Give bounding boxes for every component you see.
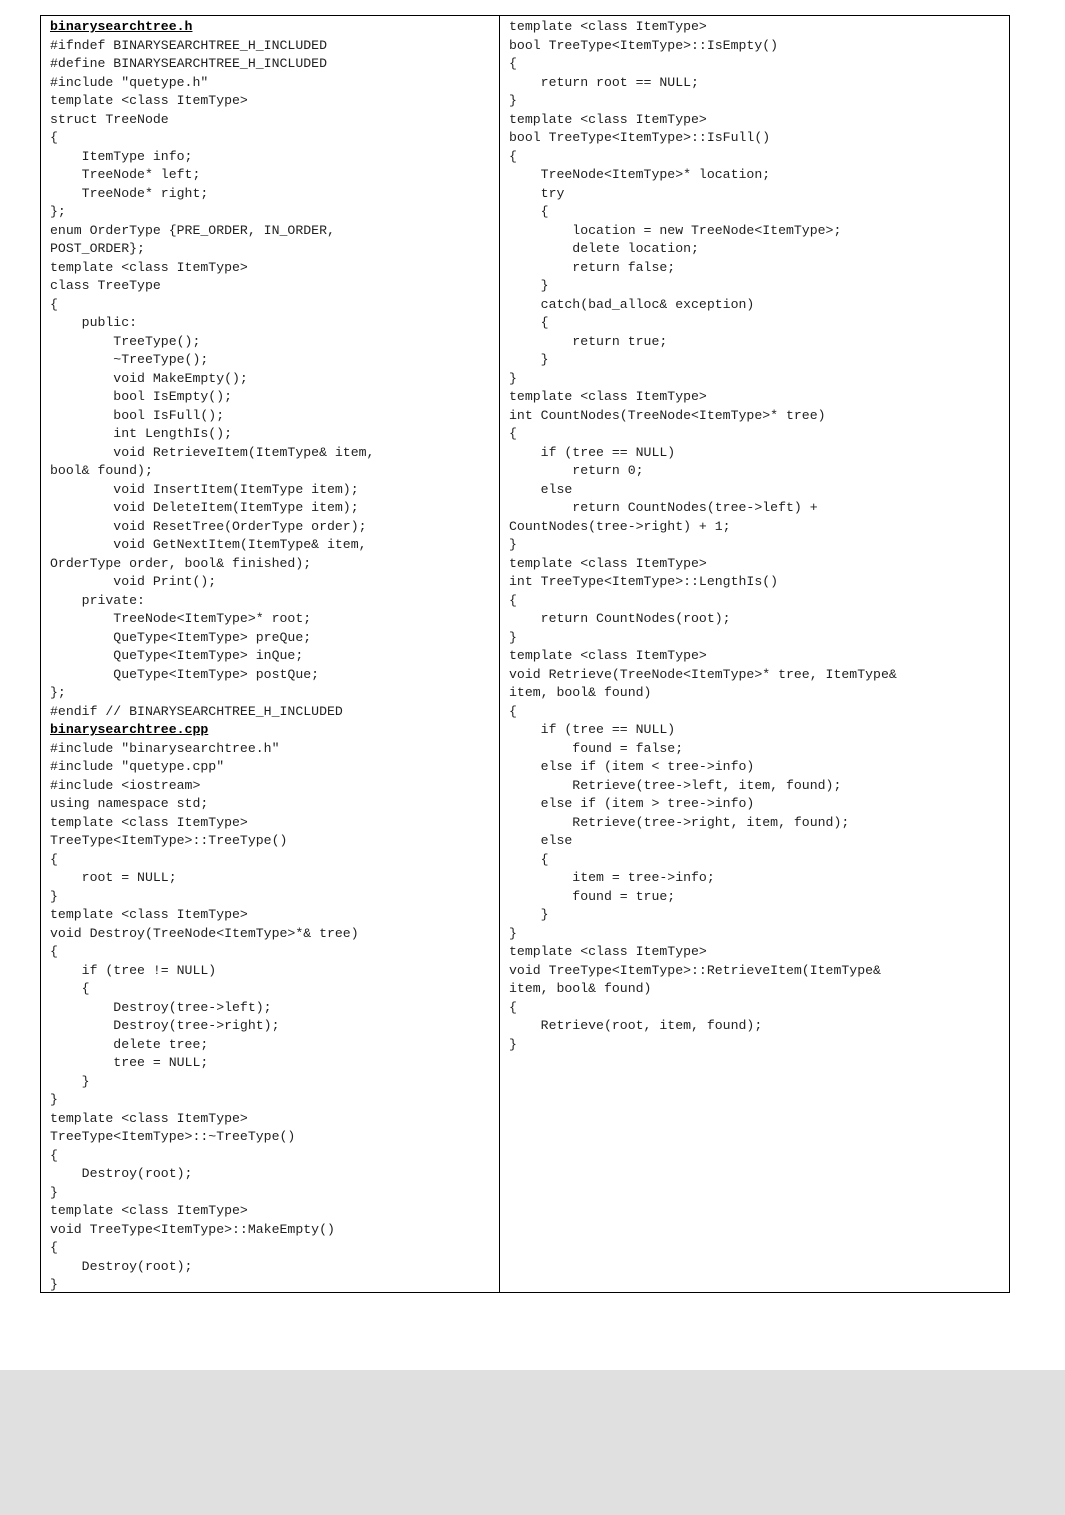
code-line: template <class ItemType> [50, 93, 248, 108]
code-line: TreeNode<ItemType>* location; [509, 167, 771, 182]
code-line: TreeType(); [50, 333, 201, 349]
code-line: try [509, 185, 565, 201]
code-line: #include "quetype.cpp" [50, 759, 225, 774]
code-line: void TreeType<ItemType>::RetrieveItem(ItemType& [509, 962, 881, 978]
code-line: catch(bad_alloc& exception) [509, 296, 755, 312]
code-line: struct TreeNode [50, 111, 169, 127]
code-line: return false; [509, 259, 676, 275]
code-line: { [509, 703, 517, 719]
code-line: return CountNodes(tree->left) + [509, 500, 818, 515]
code-line: } [50, 1184, 58, 1200]
code-line: TreeNode* right; [50, 185, 209, 201]
code-line: #endif // BINARYSEARCHTREE_H_INCLUDED [50, 703, 343, 719]
code-line: TreeType<ItemType>::TreeType() [50, 833, 288, 848]
code-line: if (tree != NULL) [50, 962, 217, 978]
code-line: { [509, 999, 517, 1015]
code-line: #ifndef BINARYSEARCHTREE_H_INCLUDED [50, 37, 327, 53]
right-code-column [500, 16, 1009, 1292]
code-line: found = true; [509, 888, 676, 904]
code-line: void MakeEmpty(); [50, 370, 248, 386]
code-line: { [50, 981, 90, 996]
code-line: return 0; [509, 463, 644, 478]
code-line: public: [50, 315, 138, 330]
code-line: { [50, 130, 58, 145]
code-line: else [509, 833, 573, 848]
code-line: Destroy(root); [50, 1166, 193, 1181]
code-line: { [50, 851, 58, 867]
code-line: template <class ItemType> [509, 111, 707, 127]
code-line: found = false; [509, 740, 684, 756]
code-line: } [509, 629, 517, 645]
file-name-heading: binarysearchtree.cpp [50, 722, 209, 737]
code-line: int TreeType<ItemType>::LengthIs() [509, 574, 779, 589]
code-line: Destroy(tree->left); [50, 999, 272, 1015]
code-line: { [50, 296, 58, 312]
bottom-gray-band [0, 1370, 1065, 1515]
code-line: template <class ItemType> [509, 555, 707, 571]
code-line: if (tree == NULL) [509, 444, 676, 460]
code-line: } [509, 1036, 517, 1052]
code-line: else if (item < tree->info) [509, 759, 755, 774]
code-line: template <class ItemType> [50, 814, 248, 830]
code-line: { [509, 592, 517, 608]
left-code-column [41, 16, 500, 1292]
code-line: TreeType<ItemType>::~TreeType() [50, 1129, 296, 1144]
code-line: void Destroy(TreeNode<ItemType>*& tree) [50, 925, 359, 941]
code-line: item, bool& found) [509, 685, 652, 700]
code-line: { [509, 851, 549, 867]
code-line: Retrieve(tree->right, item, found); [509, 814, 850, 830]
code-line: { [50, 1240, 58, 1255]
code-line: int LengthIs(); [50, 426, 233, 441]
code-line: return true; [509, 333, 668, 349]
code-line: template <class ItemType> [509, 944, 707, 959]
code-line: template <class ItemType> [509, 648, 707, 663]
code-line: ~TreeType(); [50, 352, 209, 367]
code-line: #define BINARYSEARCHTREE_H_INCLUDED [50, 56, 327, 71]
code-line: CountNodes(tree->right) + 1; [509, 518, 731, 534]
code-line: #include <iostream> [50, 777, 201, 793]
code-table [40, 15, 1010, 1293]
code-line: private: [50, 592, 145, 608]
code-line: bool IsEmpty(); [50, 389, 233, 404]
code-line: void InsertItem(ItemType item); [50, 481, 359, 497]
code-line: Retrieve(root, item, found); [509, 1018, 763, 1033]
code-line: template <class ItemType> [509, 19, 707, 34]
code-line: return root == NULL; [509, 74, 699, 90]
code-line: root = NULL; [50, 870, 177, 885]
code-line: #include "binarysearchtree.h" [50, 740, 280, 756]
code-line: bool TreeType<ItemType>::IsFull() [509, 130, 771, 145]
code-line: tree = NULL; [50, 1055, 209, 1070]
code-line: } [50, 888, 58, 904]
code-line: }; [50, 204, 66, 219]
code-line: } [509, 93, 517, 108]
code-line: } [50, 1073, 90, 1089]
code-line: if (tree == NULL) [509, 722, 676, 737]
code-line: { [509, 426, 517, 441]
code-line: ItemType info; [50, 148, 193, 164]
code-line: int CountNodes(TreeNode<ItemType>* tree) [509, 407, 826, 423]
code-line: } [50, 1277, 58, 1292]
code-line: } [509, 278, 549, 293]
code-line: void Retrieve(TreeNode<ItemType>* tree, ItemType& [509, 666, 897, 682]
code-line: void GetNextItem(ItemType& item, [50, 537, 367, 552]
code-line: QueType<ItemType> preQue; [50, 629, 312, 645]
code-line: else if (item > tree->info) [509, 796, 755, 811]
code-line: TreeNode<ItemType>* root; [50, 611, 312, 626]
code-line: return CountNodes(root); [509, 611, 731, 626]
code-line: } [509, 907, 549, 922]
code-line: POST_ORDER}; [50, 241, 145, 256]
code-line: template <class ItemType> [50, 907, 248, 922]
code-line: template <class ItemType> [50, 259, 248, 275]
code-line: { [509, 204, 549, 219]
code-line: } [509, 537, 517, 552]
code-line: void Print(); [50, 574, 217, 589]
code-line: else [509, 481, 573, 497]
code-line: Destroy(tree->right); [50, 1018, 280, 1033]
code-line: } [509, 370, 517, 386]
code-line: { [509, 56, 517, 71]
code-line: TreeNode* left; [50, 167, 201, 182]
code-line: template <class ItemType> [50, 1203, 248, 1218]
code-line: delete tree; [50, 1036, 209, 1052]
code-line: bool TreeType<ItemType>::IsEmpty() [509, 37, 779, 53]
file-name-heading: binarysearchtree.h [50, 19, 193, 34]
code-line: } [50, 1092, 58, 1107]
code-line: } [509, 925, 517, 941]
code-line: item = tree->info; [509, 870, 715, 885]
code-line: template <class ItemType> [509, 389, 707, 404]
code-line: void ResetTree(OrderType order); [50, 518, 367, 534]
code-line: location = new TreeNode<ItemType>; [509, 222, 842, 238]
code-line: delete location; [509, 241, 699, 256]
code-line: enum OrderType {PRE_ORDER, IN_ORDER, [50, 222, 335, 238]
code-line: bool IsFull(); [50, 407, 225, 423]
code-line: void RetrieveItem(ItemType& item, [50, 444, 375, 460]
code-line: }; [50, 685, 66, 700]
code-line: class TreeType [50, 278, 161, 293]
code-line: { [509, 315, 549, 330]
code-line: item, bool& found) [509, 981, 652, 996]
code-line: Destroy(root); [50, 1258, 193, 1274]
code-line: void TreeType<ItemType>::MakeEmpty() [50, 1221, 335, 1237]
code-line: template <class ItemType> [50, 1110, 248, 1126]
code-line: { [50, 944, 58, 959]
code-line: Retrieve(tree->left, item, found); [509, 777, 842, 793]
code-line: OrderType order, bool& finished); [50, 555, 312, 571]
code-line: { [509, 148, 517, 164]
code-line: #include "quetype.h" [50, 74, 209, 90]
code-line: } [509, 352, 549, 367]
code-line: void DeleteItem(ItemType item); [50, 500, 359, 515]
code-line: { [50, 1147, 58, 1163]
code-line: bool& found); [50, 463, 153, 478]
code-line: QueType<ItemType> postQue; [50, 666, 320, 682]
code-line: QueType<ItemType> inQue; [50, 648, 304, 663]
code-line: using namespace std; [50, 796, 209, 811]
